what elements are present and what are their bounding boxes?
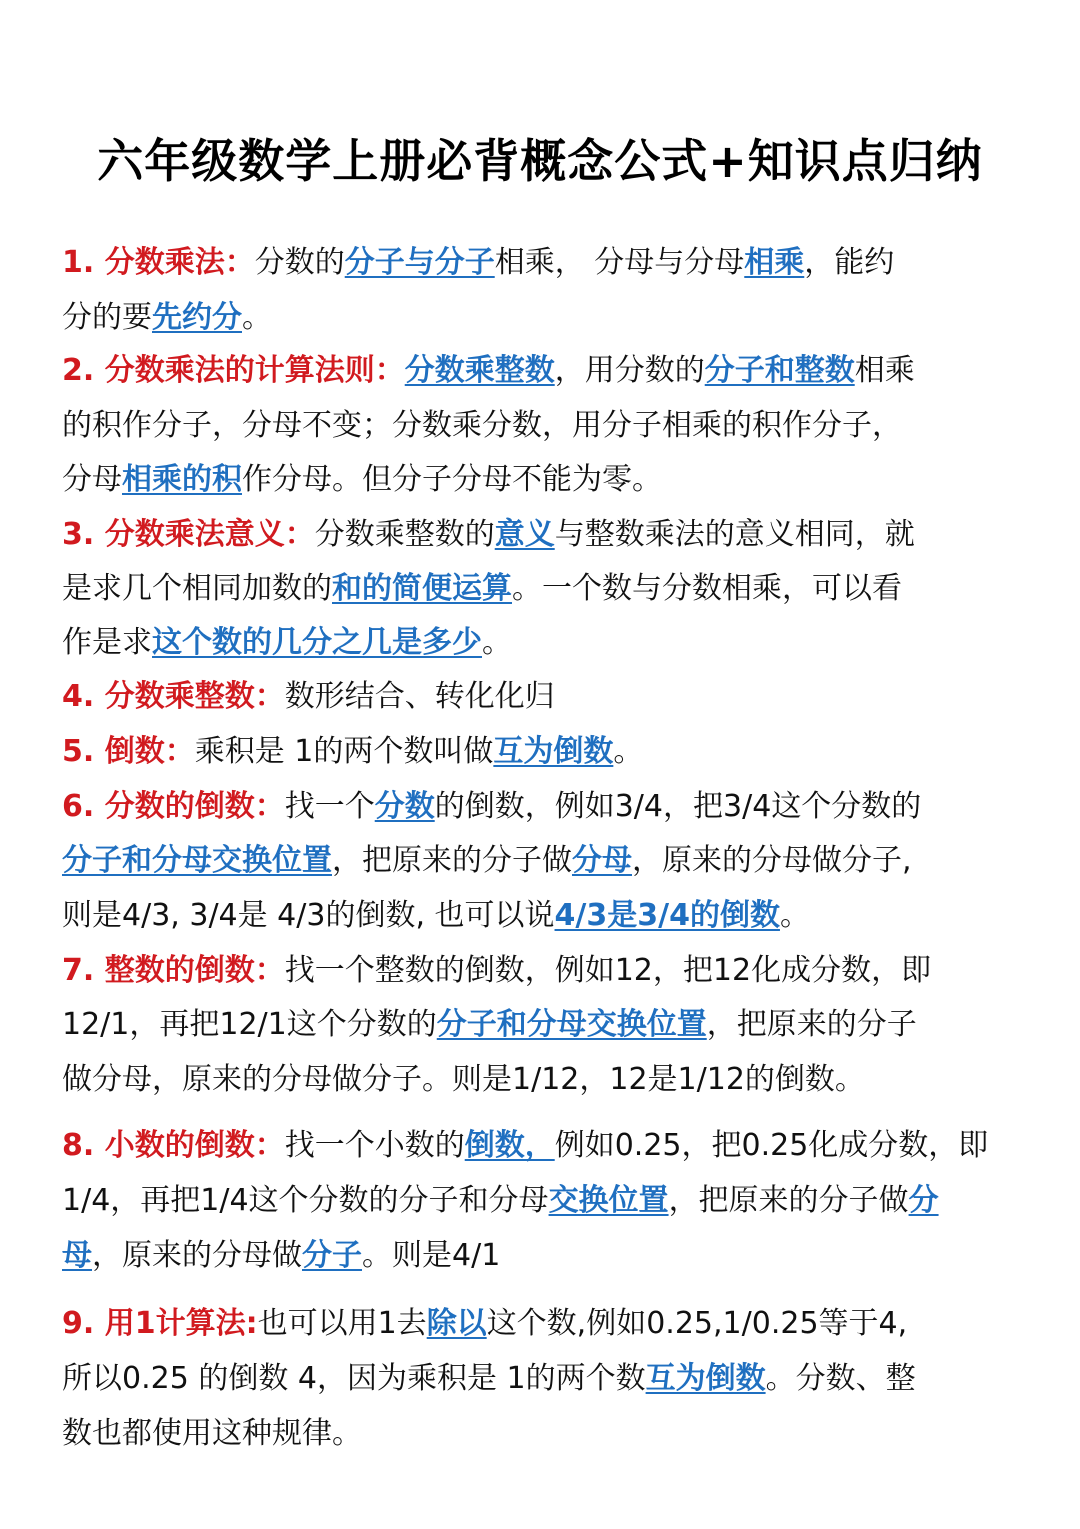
text-segment: 例如0.25，把0.25化成分数，即 [554,1128,989,1163]
text-segment: 找一个小数的 [284,1128,465,1163]
keyword-highlight: 分子和分母交换位置 [62,843,332,878]
item-9-line-1 [62,1303,907,1345]
text-segment: 这个数,例如0.25,1/0.25等于4, [486,1306,908,1341]
text-segment: 做分母，原来的分母做分子。则是1/12，12是1/12的倒数。 [62,1062,865,1097]
item-7-line-3 [62,1059,865,1101]
text-segment: 是求几个相同加数的 [62,571,332,606]
item-2-line-3 [62,459,662,501]
item-7-line-2 [62,1004,917,1046]
text-segment: 分数乘整数的 [314,517,495,552]
keyword-highlight: 分子和整数 [704,353,855,388]
text-segment: 所以0.25 的倒数 4，因为乘积是 1的两个数 [62,1361,646,1396]
item-7-label: 7. 整数的倒数： [62,953,285,988]
keyword-highlight: 4/3是3/4的倒数 [554,898,780,933]
text-segment: 分数的 [254,245,345,280]
item-9-line-3 [62,1413,362,1455]
text-segment: 。 [613,734,644,769]
text-segment: ，把原来的分子做 [668,1183,909,1218]
keyword-highlight: 分子 [302,1238,362,1273]
item-3-line-1 [62,514,915,556]
text-segment: 作分母。但分子分母不能为零。 [242,462,662,497]
item-4-line-1 [62,676,555,718]
item-6-label: 6. 分数的倒数： [62,789,285,824]
text-segment: 。 [779,898,810,933]
item-4-label: 4. 分数乘整数： [62,679,285,714]
text-segment: 的积作分子，分母不变；分数乘分数，用分子相乘的积作分子， [62,408,902,443]
keyword-highlight: 和的简便运算 [332,571,512,606]
text-segment: 与整数乘法的意义相同，就 [554,517,915,552]
page-title: 六年级数学上册必背概念公式+知识点归纳 [97,133,983,188]
item-8-line-3 [62,1235,500,1277]
keyword-highlight: 分子和分母交换位置 [436,1007,707,1042]
text-segment: 1/4，再把1/4这个分数的分子和分母 [62,1183,549,1218]
item-2-line-1 [62,350,915,392]
item-2-line-2 [62,405,902,447]
item-1-label: 1. 分数乘法： [62,245,255,280]
text-segment: 相乘， 分母与分母 [494,245,745,280]
keyword-highlight: 分数乘整数 [404,353,555,388]
item-8-label: 8. 小数的倒数： [62,1128,285,1163]
text-segment: ，把原来的分子 [706,1007,917,1042]
text-segment: 。则是4/1 [362,1238,501,1273]
item-5-label: 5. 倒数： [62,734,195,769]
text-segment: ，能约 [804,245,895,280]
text-segment: 。分数、整 [765,1361,916,1396]
keyword-highlight: 先约分 [152,300,242,335]
text-segment: 分母 [62,462,122,497]
item-1-line-2 [62,297,272,339]
keyword-highlight: 相乘 [744,245,805,280]
keyword-highlight: 交换位置 [548,1183,669,1218]
text-segment: 12/1，再把12/1这个分数的 [62,1007,437,1042]
item-2-label: 2. 分数乘法的计算法则： [62,353,405,388]
keyword-highlight: 互为倒数 [645,1361,766,1396]
text-segment: ，原来的分母做 [92,1238,302,1273]
text-segment: 数形结合、转化化归 [284,679,555,714]
item-7-line-1 [62,950,931,992]
keyword-highlight: 分子与分子 [344,245,495,280]
keyword-highlight: 这个数的几分之几是多少 [152,625,482,660]
text-segment: 找一个整数的倒数，例如12，把12化成分数，即 [284,953,932,988]
item-3-line-3 [62,622,512,664]
keyword-highlight: 意义 [494,517,555,552]
keyword-highlight: 母 [62,1238,92,1273]
text-segment: 。 [482,625,512,660]
text-segment: 则是4/3, 3/4是 4/3的倒数, 也可以说 [62,898,555,933]
item-6-line-3 [62,895,810,937]
text-segment: 也可以用1去 [257,1306,427,1341]
item-5-line-1 [62,731,643,773]
text-segment: 相乘 [854,353,915,388]
keyword-highlight: 相乘的积 [122,462,242,497]
text-segment: 作是求 [62,625,152,660]
text-segment: ，用分数的 [554,353,705,388]
text-segment: 找一个 [284,789,375,824]
item-9-label: 9. 用1计算法: [62,1306,258,1341]
item-8-line-1 [62,1125,988,1167]
text-segment: 分的要 [62,300,152,335]
text-segment: 。一个数与分数相乘，可以看 [512,571,902,606]
keyword-highlight: 分数 [374,789,435,824]
item-1-line-1 [62,242,894,284]
item-6-line-2 [62,840,912,882]
text-segment: ，把原来的分子做 [332,843,572,878]
keyword-highlight: 分 [908,1183,939,1218]
keyword-highlight: 互为倒数 [493,734,614,769]
text-segment: 的倒数，例如3/4，把3/4这个分数的 [434,789,922,824]
text-segment: ，原来的分母做分子, [632,843,912,878]
keyword-highlight: 倒数， [464,1128,555,1163]
item-6-line-1 [62,786,921,828]
keyword-highlight: 除以 [426,1306,487,1341]
item-8-line-2 [62,1180,939,1222]
text-segment: 。 [242,300,272,335]
keyword-highlight: 分母 [572,843,632,878]
text-segment: 乘积是 1的两个数叫做 [194,734,494,769]
item-3-line-2 [62,568,902,610]
text-segment: 数也都使用这种规律。 [62,1416,362,1451]
item-3-label: 3. 分数乘法意义： [62,517,315,552]
item-9-line-2 [62,1358,916,1400]
